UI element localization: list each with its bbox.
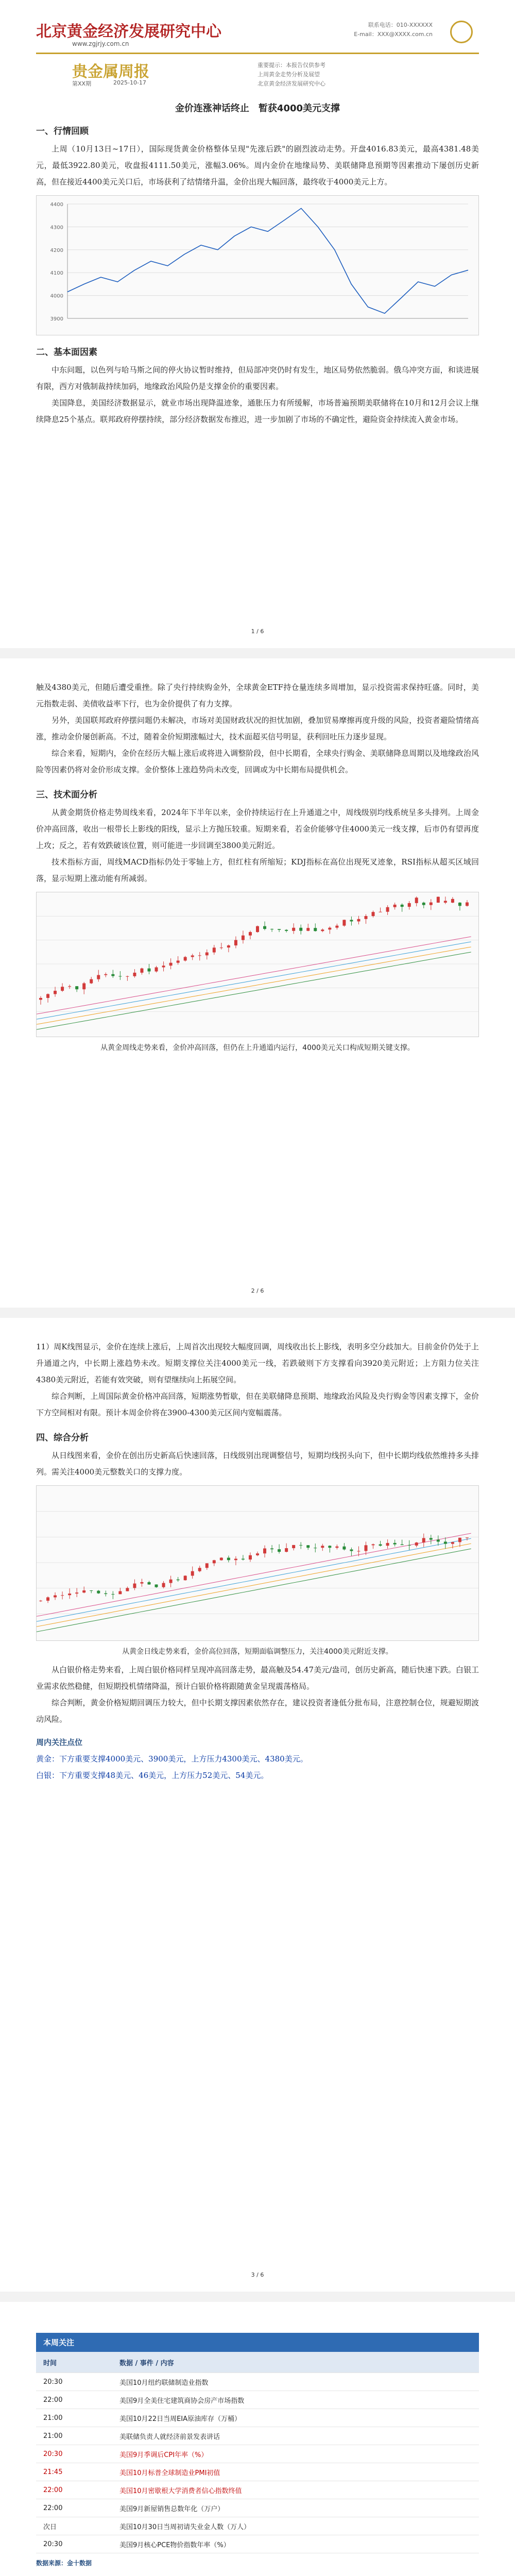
calendar-event: 美国10月密歇根大学消费者信心指数终值 (112, 2481, 479, 2499)
candle-body (220, 947, 223, 948)
candle-body (306, 928, 310, 931)
page-number: 3 / 6 (251, 2272, 264, 2278)
candle-body (328, 1546, 331, 1548)
candle-body (306, 1545, 310, 1548)
header-logo (443, 15, 479, 52)
calendar-time: 20:30 (36, 2373, 112, 2391)
candle-body (227, 945, 230, 947)
candle-body (118, 1591, 122, 1595)
header-meta-2: 上周黄金走势分析及展望 (258, 71, 320, 78)
candle-body (263, 1548, 266, 1553)
contact-line: 联系电话：010-XXXXXX (368, 22, 433, 28)
page3-paragraph-4: 从白银价格走势来看，上周白银价格同样呈现冲高回落走势，最高触及54.47美元/盎司，创历史新高，随后快速下跌。白银工业需求依然稳健，但短期投机情绪降温，预计白银价格将跟随黄金呈现震荡格局。 (36, 1665, 479, 1691)
candle-body (54, 1595, 57, 1597)
candle-body (90, 1590, 93, 1591)
candle-body (299, 928, 302, 931)
calendar-row (36, 2445, 479, 2463)
calendar-row (36, 2373, 479, 2391)
y-tick-label: 4400 (50, 202, 63, 208)
candle-body (401, 905, 404, 907)
candle-body (372, 1544, 375, 1545)
page-2 (0, 658, 515, 1308)
section-review-title: 一、行情回顾 (36, 126, 89, 137)
candle-body (270, 1548, 273, 1549)
candle-body (466, 903, 469, 906)
calendar-row (36, 2517, 479, 2535)
calendar-time: 22:00 (36, 2391, 112, 2409)
candle-body (386, 907, 389, 912)
candle-body (430, 903, 433, 905)
y-tick-label: 4200 (50, 247, 63, 253)
moving-average-line (37, 947, 471, 1024)
candle-body (422, 903, 425, 905)
candle-body (372, 912, 375, 916)
candle-body (278, 929, 281, 930)
candle-body (242, 1559, 245, 1560)
candle-body (234, 940, 237, 945)
candle-body (198, 955, 201, 956)
page-1 (0, 0, 515, 648)
daily-candlestick-chart (36, 1485, 479, 1641)
issue-date: 2025-10-17 (113, 79, 146, 86)
candle-body (408, 1545, 411, 1546)
candle-body (155, 968, 158, 972)
candle-body (155, 1584, 158, 1587)
candle-body (148, 969, 151, 972)
candle-body (256, 926, 259, 932)
candle-body (415, 1543, 418, 1546)
candle-body (133, 1584, 136, 1588)
candle-body (68, 1594, 71, 1595)
y-tick-label: 4300 (50, 225, 63, 231)
candle-body (437, 897, 440, 903)
calendar-time: 22:00 (36, 2481, 112, 2499)
calendar-band: 本周关注 (36, 2333, 479, 2352)
candle-body (227, 1557, 230, 1560)
report-header (36, 15, 479, 88)
calendar-event: 美国10月22日当周EIA原油库存（万桶） (112, 2409, 479, 2427)
calendar-time: 20:30 (36, 2535, 112, 2553)
page-4 (0, 2302, 515, 2576)
candle-body (61, 1595, 64, 1596)
page2-paragraph-2: 另外，美国联邦政府停摆问题仍未解决，市场对美国财政状况的担忧加剧，叠加贸易摩擦再度升级的风险，投资者避险情绪高涨，推动金价屡创新高。不过，随着金价短期涨幅过大，技术面超买信号明显，获利回吐压力逐步显现。 (36, 716, 479, 741)
candle-body (90, 979, 93, 984)
page-number: 1 / 6 (251, 628, 264, 635)
page3-paragraph-5: 综合判断，黄金价格短期回调压力较大，但中长期支撑因素依然存在，建议投资者逢低分批布局，注意控制仓位，规避短期波动风险。 (36, 1698, 479, 1724)
gold-intraday-chart (36, 195, 479, 335)
candle-body (111, 1594, 114, 1595)
candle-body (285, 930, 288, 931)
website[interactable]: www.zgjrjy.com.cn (72, 40, 129, 47)
fundamental-paragraph-1: 中东问题，以色列与哈马斯之间的停火协议暂时维持，但局部冲突仍时有发生，地区局势依然脆弱。俄乌冲突方面，和谈进展有限，西方对俄制裁持续加码，地缘政治风险仍是支撑金价的重要因素。 (36, 365, 479, 391)
candle-body (335, 926, 338, 928)
candle-body (148, 1582, 151, 1585)
page-3 (0, 1318, 515, 2292)
candle-body (285, 1548, 288, 1552)
fundamental-paragraph-2: 美国降息，美国经济数据显示，就业市场出现降温迹象，通胀压力有所缓解，市场普遍预期美联储将在10月和12月会议上继续降息25个基点。联邦政府停摆持续，部分经济数据发布推迟，进一步加剧了市场的不确定性，避险资金持续流入黄金市场。 (36, 398, 479, 424)
report-headline: 金价连涨神话终止 暂获4000美元支撑 (175, 103, 340, 114)
calendar-event: 美国10月30日当周初请失业金人数（万人） (112, 2517, 479, 2535)
candle-body (415, 897, 418, 903)
candle-body (162, 965, 165, 967)
calendar-time: 21:45 (36, 2463, 112, 2481)
candle-body (140, 969, 143, 973)
candle-body (393, 905, 397, 907)
calendar-header-row (36, 2352, 479, 2373)
calendar-time: 20:30 (36, 2445, 112, 2463)
candle-body (458, 1538, 461, 1542)
moving-average-line (37, 942, 471, 1019)
candle-body (321, 1546, 324, 1548)
candle-body (75, 986, 78, 989)
calendar-time: 次日 (36, 2517, 112, 2535)
page2-paragraph-3: 综合来看，短期内，金价在经历大幅上涨后或将进入调整阶段，但中长期看，全球央行购金、美联储降息周期以及地缘政治风险等因素仍将对金价形成支撑。金价整体上涨趋势尚未改变，回调或为中长期布局提供机会。 (36, 749, 479, 774)
candle-body (177, 960, 180, 962)
candle-body (111, 974, 114, 976)
candle-body (133, 973, 136, 976)
candle-body (97, 1591, 100, 1594)
candle-body (263, 926, 266, 929)
calendar-event: 美国9月季调后CPI年率（%） (112, 2445, 479, 2463)
calendar-header-event: 数据 / 事件 / 内容 (112, 2352, 479, 2373)
candle-body (205, 953, 209, 956)
calendar-event: 美国9月全美住宅建筑商协会房产市场指数 (112, 2391, 479, 2409)
calendar-row (36, 2535, 479, 2553)
calendar-event: 美国10月纽约联储制造业指数 (112, 2373, 479, 2391)
calendar-body (36, 2373, 479, 2553)
page3-paragraph-3: 从日线图来看，金价在创出历史新高后快速回落，日线级别出现调整信号，短期均线拐头向下，但中长期均线依然维持多头排列。需关注4000美元整数关口的支撑力度。 (36, 1451, 479, 1477)
candle-body (191, 1571, 194, 1576)
candle-body (126, 976, 129, 977)
candle-body (430, 1538, 433, 1539)
logo-ring (450, 21, 473, 43)
weekly-candlestick-chart (36, 892, 479, 1037)
candle-body (256, 1553, 259, 1555)
candle-body (249, 932, 252, 936)
calendar-row (36, 2427, 479, 2445)
candle-body (82, 984, 85, 990)
calendar-time: 21:00 (36, 2409, 112, 2427)
candle-body (169, 1580, 173, 1583)
candle-body (213, 1560, 216, 1563)
report-title: 贵金属周报 (72, 63, 149, 81)
candle-body (54, 991, 57, 994)
candle-body (408, 903, 411, 907)
candle-body (357, 919, 360, 922)
calendar-row (36, 2499, 479, 2517)
org-name: 北京黄金经济发展研究中心 (36, 23, 221, 41)
header-divider (36, 53, 479, 54)
candle-body (191, 955, 194, 957)
candle-body (184, 957, 187, 961)
weekly-candlestick-svg (37, 892, 478, 1036)
calendar-event: 美国9月新屋销售总数年化（万户） (112, 2499, 479, 2517)
candle-body (350, 920, 353, 921)
y-tick-label: 4000 (50, 293, 63, 299)
calendar-row (36, 2409, 479, 2427)
candle-body (242, 936, 245, 940)
candle-body (184, 1575, 187, 1580)
candle-body (126, 1588, 129, 1591)
candle-body (162, 1583, 165, 1587)
candle-body (365, 916, 368, 919)
page2-paragraph-1: 触及4380美元，但随后遭受重挫。除了央行持续购金外，全球黄金ETF持仓量连续多周增加，显示投资需求保持旺盛。同时，美元指数走弱、美债收益率下行，也为金价提供了有力支撑。 (36, 683, 479, 708)
page3-paragraph-1: 11）周K线图显示，金价在连续上涨后，上周首次出现较大幅度回调，周线收出长上影线，表明多空分歧加大。目前金价仍处于上升通道之内，中长期上涨趋势未改。短期支撑位关注4000美元一线，若跌破则下方支撑看向3920美元附近；上方阻力位关注4380美元附近，若能有效突破，则有望继续向上拓展空间。 (36, 1342, 479, 1384)
candle-body (292, 928, 295, 931)
header-meta-3: 北京黄金经济发展研究中心 (258, 80, 325, 87)
candle-body (292, 1545, 295, 1548)
candle-body (61, 987, 64, 991)
candle-body (68, 986, 71, 987)
calendar-event: 美国9月核心PCE物价指数年率（%） (112, 2535, 479, 2553)
series-line (67, 208, 468, 313)
candle-body (444, 901, 447, 903)
candle-body (422, 1538, 425, 1543)
moving-average-line (37, 1549, 471, 1632)
calendar-table (36, 2352, 479, 2553)
candle-body (118, 976, 122, 977)
candle-body (342, 1547, 346, 1550)
candle-body (350, 1549, 353, 1551)
daily-chart-caption: 从黄金日线走势来看，金价高位回落，短期面临调整压力，关注4000美元附近支撑。 (122, 1648, 393, 1656)
candle-body (205, 1563, 209, 1568)
candle-body (321, 929, 324, 931)
candle-body (393, 1543, 397, 1545)
review-paragraph: 上周（10月13日~17日），国际现货黄金价格整体呈现"先涨后跌"的剧烈波动走势。开盘4016.83美元，最高4381.48美元，最低3922.80美元，收盘报4111.50美元，涨幅3.06%。周内金价在地缘局势、美联储降息预期等因素推动下屡创历史新高，但在接近4400美元关口后，市场获利了结情绪升温，金价出现大幅回落，最终收于4000美元上方。 (36, 144, 479, 187)
candle-body (365, 1545, 368, 1551)
moving-average-line (37, 1533, 471, 1616)
candle-body (328, 928, 331, 930)
candle-body (466, 1537, 469, 1538)
y-tick-label: 3900 (50, 316, 63, 322)
technical-paragraph-2: 技术指标方面，周线MACD指标仍处于零轴上方，但红柱有所缩短；KDJ指标在高位出现死叉迹象，RSI指标从超买区域回落，显示短期上涨动能有所减弱。 (36, 857, 479, 883)
calendar-event: 美国10月标普全球制造业PMI初值 (112, 2463, 479, 2481)
candle-body (220, 1557, 223, 1560)
section-summary-title: 四、综合分析 (36, 1433, 89, 1443)
candle-body (451, 1542, 454, 1544)
moving-average-line (37, 1538, 471, 1621)
candle-body (458, 903, 461, 906)
candle-body (335, 1547, 338, 1548)
candle-body (278, 1549, 281, 1552)
gold-price-line-chart (37, 196, 478, 334)
calendar-row (36, 2391, 479, 2409)
daily-candlestick-svg (37, 1486, 478, 1639)
key-levels-title: 周内关注点位 (36, 1738, 83, 1747)
calendar-row (36, 2481, 479, 2499)
candle-body (75, 1592, 78, 1594)
calendar-time: 21:00 (36, 2427, 112, 2445)
calendar-source: 数据来源：金十数据 (36, 2560, 92, 2567)
candle-body (39, 998, 42, 1000)
candle-body (140, 1582, 143, 1584)
section-technical-title: 三、技术面分析 (36, 790, 97, 800)
moving-average-line (37, 1544, 471, 1626)
calendar-row (36, 2463, 479, 2481)
calendar-event: 美联储负责人就经济前景发表讲话 (112, 2427, 479, 2445)
y-tick-label: 4100 (50, 270, 63, 277)
key-levels-gold: 黄金：下方重要支撑4000美元、3900美元，上方压力4300美元、4380美元。 (36, 1754, 308, 1764)
header-meta-1: 重要提示：本报告仅供参考 (258, 62, 325, 69)
candle-body (234, 1559, 237, 1561)
candle-body (379, 1544, 382, 1546)
moving-average-line (37, 937, 471, 1014)
calendar-header-time: 时间 (36, 2352, 112, 2373)
candle-body (104, 974, 107, 975)
candle-body (299, 1545, 302, 1546)
candle-body (46, 1597, 49, 1601)
weekly-chart-caption: 从黄金周线走势来看，金价冲高回落，但仍在上升通道内运行，4000美元关口构成短期关键支撑。 (100, 1044, 415, 1052)
page-number: 2 / 6 (251, 1287, 264, 1294)
candle-body (444, 1541, 447, 1544)
candle-body (213, 947, 216, 952)
calendar-time: 22:00 (36, 2499, 112, 2517)
candle-body (198, 1568, 201, 1571)
candle-body (451, 899, 454, 903)
candle-body (97, 975, 100, 979)
contact-line-2: E-mail：XXX@XXXX.com.cn (354, 31, 433, 38)
candle-body (314, 928, 317, 931)
candle-body (82, 1590, 85, 1592)
key-levels-silver: 白银：下方重要支撑48美元、46美元，上方压力52美元、54美元。 (36, 1771, 269, 1780)
section-fundamental-title: 二、基本面因素 (36, 347, 97, 358)
candle-body (437, 1539, 440, 1541)
candle-body (249, 1555, 252, 1560)
technical-paragraph-1: 从黄金期货价格走势周线来看，2024年下半年以来，金价持续运行在上升通道之中，周线级别均线系统呈多头排列。上周金价冲高回落，收出一根带长上影线的阳线，显示上方抛压较重。短期来看，若金价能够守住4000美元一线支撑，后市仍有望再度上攻；反之，若有效跌破该位置，则可能进一步回调至3800美元附近。 (36, 808, 479, 850)
candle-body (342, 920, 346, 925)
candle-body (46, 994, 49, 998)
page3-paragraph-2: 综合判断，上周国际黄金价格冲高回落，短期涨势暂歇，但在美联储降息预期、地缘政治风险及央行购金等因素支撑下，金价下方空间相对有限。预计本周金价将在3900-4300美元区间内宽幅震荡。 (36, 1392, 479, 1417)
candle-body (386, 1543, 389, 1546)
issue-number: 第XX期 (72, 80, 92, 87)
candle-body (169, 963, 173, 966)
